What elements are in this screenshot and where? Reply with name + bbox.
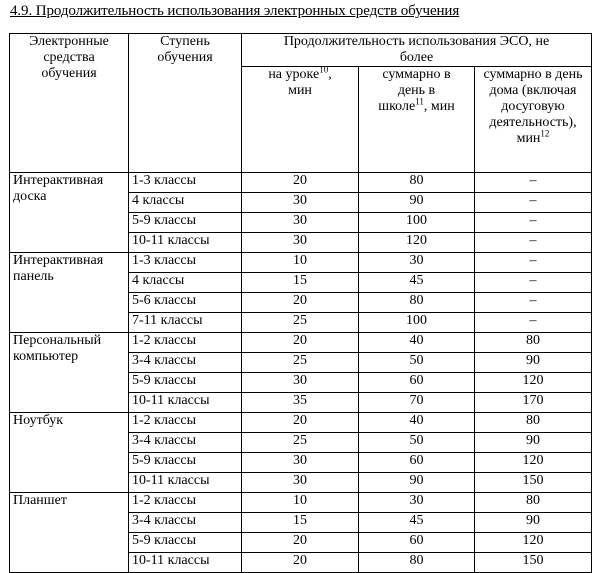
lesson-cell: 20: [242, 333, 359, 353]
device-cell: Планшет: [10, 493, 129, 573]
table-row: [10, 413, 592, 433]
school-cell: 45: [359, 513, 475, 533]
lesson-cell: 25: [242, 313, 359, 333]
school-cell: 50: [359, 433, 475, 453]
level-cell: 1-2 классы: [129, 413, 242, 433]
level-cell: 5-6 классы: [129, 293, 242, 313]
school-cell: 60: [359, 373, 475, 393]
level-cell: 7-11 классы: [129, 313, 242, 333]
school-cell: 70: [359, 393, 475, 413]
school-cell: 90: [359, 193, 475, 213]
home-cell: 120: [475, 533, 592, 553]
lesson-cell: 15: [242, 513, 359, 533]
lesson-cell: 25: [242, 433, 359, 453]
school-cell: 120: [359, 233, 475, 253]
level-cell: 10-11 классы: [129, 553, 242, 573]
lesson-cell: 20: [242, 553, 359, 573]
school-cell: 90: [359, 473, 475, 493]
school-cell: 100: [359, 313, 475, 333]
level-cell: 3-4 классы: [129, 353, 242, 373]
lesson-cell: 30: [242, 193, 359, 213]
home-cell: 120: [475, 453, 592, 473]
home-cell: –: [475, 193, 592, 213]
header-lesson: на уроке$^{10}$, мин: [242, 67, 359, 173]
school-cell: 40: [359, 333, 475, 353]
home-cell: –: [475, 273, 592, 293]
home-cell: 90: [475, 513, 592, 533]
level-cell: 3-4 классы: [129, 433, 242, 453]
level-cell: 5-9 классы: [129, 453, 242, 473]
lesson-cell: 30: [242, 473, 359, 493]
level-cell: 1-3 классы: [129, 253, 242, 273]
home-cell: 150: [475, 473, 592, 493]
header-row-1: [10, 34, 592, 67]
lesson-cell: 10: [242, 253, 359, 273]
school-cell: 40: [359, 413, 475, 433]
lesson-cell: 20: [242, 293, 359, 313]
home-cell: 80: [475, 493, 592, 513]
home-cell: 90: [475, 353, 592, 373]
lesson-cell: 35: [242, 393, 359, 413]
section-title: 4.9. Продолжительность использования электронных средств обучения: [10, 3, 460, 19]
home-cell: 80: [475, 333, 592, 353]
school-cell: 50: [359, 353, 475, 373]
level-cell: 1-2 классы: [129, 333, 242, 353]
lesson-cell: 25: [242, 353, 359, 373]
lesson-cell: 30: [242, 373, 359, 393]
home-cell: 150: [475, 553, 592, 573]
home-cell: –: [475, 233, 592, 253]
level-cell: 5-9 классы: [129, 533, 242, 553]
level-cell: 5-9 классы: [129, 213, 242, 233]
table-row: [10, 173, 592, 193]
school-cell: 80: [359, 173, 475, 193]
level-cell: 1-3 классы: [129, 173, 242, 193]
header-device: Электронные средства обучения: [10, 34, 129, 173]
lesson-cell: 30: [242, 233, 359, 253]
lesson-cell: 20: [242, 173, 359, 193]
home-cell: –: [475, 313, 592, 333]
eso-duration-table: [9, 33, 592, 573]
lesson-cell: 10: [242, 493, 359, 513]
school-cell: 30: [359, 493, 475, 513]
school-cell: 80: [359, 293, 475, 313]
school-cell: 80: [359, 553, 475, 573]
level-cell: 10-11 классы: [129, 233, 242, 253]
device-cell: Интерактивная доска: [10, 173, 129, 253]
school-cell: 100: [359, 213, 475, 233]
level-cell: 3-4 классы: [129, 513, 242, 533]
level-cell: 1-2 классы: [129, 493, 242, 513]
device-cell: Интерактивная панель: [10, 253, 129, 333]
device-cell: Ноутбук: [10, 413, 129, 493]
level-cell: 10-11 классы: [129, 473, 242, 493]
home-cell: 80: [475, 413, 592, 433]
home-cell: 170: [475, 393, 592, 413]
school-cell: 30: [359, 253, 475, 273]
lesson-cell: 30: [242, 213, 359, 233]
header-school: суммарно в день в школе$^{11}$, мин: [359, 67, 475, 173]
lesson-cell: 30: [242, 453, 359, 473]
level-cell: 4 классы: [129, 193, 242, 213]
header-home: суммарно в день дома (включая досуговую деятельность), мин$^{12}$: [475, 67, 592, 173]
home-cell: –: [475, 213, 592, 233]
level-cell: 5-9 классы: [129, 373, 242, 393]
table-row: [10, 253, 592, 273]
level-cell: 4 классы: [129, 273, 242, 293]
table-row: [10, 333, 592, 353]
level-cell: 10-11 классы: [129, 393, 242, 413]
lesson-cell: 15: [242, 273, 359, 293]
school-cell: 60: [359, 453, 475, 473]
school-cell: 60: [359, 533, 475, 553]
home-cell: 120: [475, 373, 592, 393]
lesson-cell: 20: [242, 413, 359, 433]
school-cell: 45: [359, 273, 475, 293]
device-cell: Персональный компьютер: [10, 333, 129, 413]
table-row: [10, 493, 592, 513]
home-cell: –: [475, 253, 592, 273]
header-level: Ступень обучения: [129, 34, 242, 173]
home-cell: 90: [475, 433, 592, 453]
header-duration-group: Продолжительность использования ЭСО, не более: [242, 34, 592, 67]
home-cell: –: [475, 173, 592, 193]
home-cell: –: [475, 293, 592, 313]
lesson-cell: 20: [242, 533, 359, 553]
